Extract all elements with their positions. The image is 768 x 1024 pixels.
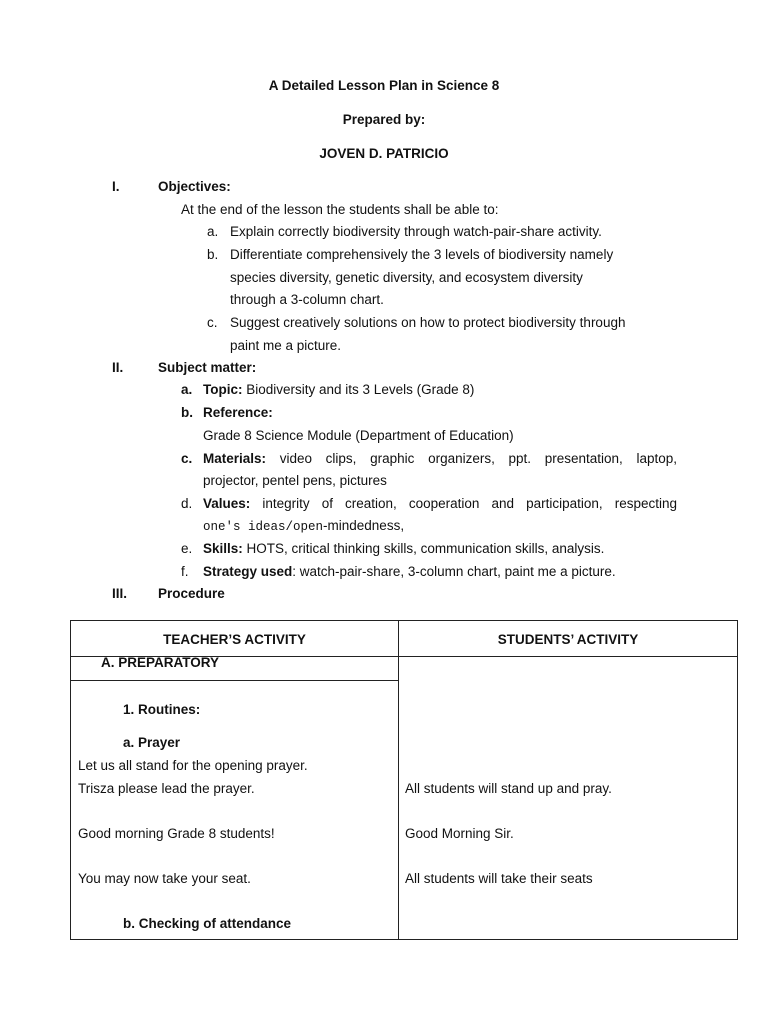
- subject-letter: d.: [181, 496, 193, 511]
- reference-text: Grade 8 Science Module (Department of Education): [203, 428, 514, 443]
- subject-strategy: [203, 564, 616, 579]
- objective-letter: b.: [207, 247, 219, 262]
- objective-text: Differentiate comprehensively the 3 levels of biodiversity namely: [230, 247, 614, 262]
- section-number-objectives: I.: [112, 179, 120, 194]
- objective-letter: c.: [207, 315, 218, 330]
- teacher-line: Trisza please lead the prayer.: [78, 781, 255, 796]
- section-title-subject-matter: Subject matter:: [158, 360, 257, 375]
- objectives-intro: At the end of the lesson the students shall be able to:: [181, 202, 499, 217]
- subject-letter: a.: [181, 382, 193, 397]
- subject-letter: e.: [181, 541, 193, 556]
- procedure-table: [70, 620, 738, 940]
- values-mono-text: one's ideas/open: [203, 520, 324, 534]
- reference-label: Reference:: [203, 405, 273, 420]
- subject-materials: [203, 451, 677, 466]
- subject-topic: [203, 382, 474, 397]
- values-label: Values:: [203, 496, 251, 511]
- subject-letter: b.: [181, 405, 193, 420]
- subject-skills: [203, 541, 604, 556]
- teacher-line: Let us all stand for the opening prayer.: [78, 758, 308, 773]
- table-section-divider: [71, 680, 398, 681]
- attendance-heading: b. Checking of attendance: [123, 916, 292, 931]
- teacher-line: Good morning Grade 8 students!: [78, 826, 275, 841]
- values-rest-text: -mindedness,: [323, 518, 405, 533]
- strategy-text: : watch-pair-share, 3-column chart, paint me a picture.: [292, 564, 616, 579]
- skills-label: Skills:: [203, 541, 243, 556]
- teacher-line: You may now take your seat.: [78, 871, 251, 886]
- objective-text: paint me a picture.: [230, 338, 342, 353]
- strategy-label: Strategy used: [203, 564, 293, 579]
- routines-heading: 1. Routines:: [123, 702, 201, 717]
- materials-label: Materials:: [203, 451, 267, 466]
- student-line: Good Morning Sir.: [405, 826, 514, 841]
- prayer-heading: a. Prayer: [123, 735, 181, 750]
- values-text: integrity of creation, cooperation and participation, respecting: [250, 496, 677, 511]
- author-name: JOVEN D. PATRICIO: [319, 146, 449, 161]
- topic-label: Topic:: [203, 382, 243, 397]
- teacher-activity-header: TEACHER’S ACTIVITY: [163, 632, 306, 647]
- objective-text: species diversity, genetic diversity, and ecosystem diversity: [230, 270, 583, 285]
- document-title: A Detailed Lesson Plan in Science 8: [268, 78, 500, 93]
- objective-text: Explain correctly biodiversity through watch-pair-share activity.: [230, 224, 602, 239]
- subject-values: [203, 496, 677, 511]
- student-line: All students will stand up and pray.: [405, 781, 612, 796]
- section-number-procedure: III.: [112, 586, 128, 601]
- subject-letter: c.: [181, 451, 193, 466]
- topic-text: Biodiversity and its 3 Levels (Grade 8): [242, 382, 475, 397]
- materials-text: video clips, graphic organizers, ppt. presentation, laptop,: [266, 451, 677, 466]
- objective-letter: a.: [207, 224, 219, 239]
- values-text-line2: [203, 518, 404, 534]
- objective-text: through a 3-column chart.: [230, 292, 384, 307]
- students-activity-header: STUDENTS’ ACTIVITY: [497, 632, 639, 647]
- prepared-by-label: Prepared by:: [342, 112, 426, 127]
- skills-text: HOTS, critical thinking skills, communication skills, analysis.: [242, 541, 605, 556]
- section-number-subject-matter: II.: [112, 360, 124, 375]
- objective-text: Suggest creatively solutions on how to protect biodiversity through: [230, 315, 626, 330]
- materials-text-line2: projector, pentel pens, pictures: [203, 473, 387, 488]
- section-title-objectives: Objectives:: [158, 179, 231, 194]
- section-title-procedure: Procedure: [158, 586, 225, 601]
- section-preparatory: A. PREPARATORY: [101, 655, 220, 670]
- subject-letter: f.: [181, 564, 189, 579]
- table-column-divider: [398, 621, 399, 939]
- student-line: All students will take their seats: [405, 871, 593, 886]
